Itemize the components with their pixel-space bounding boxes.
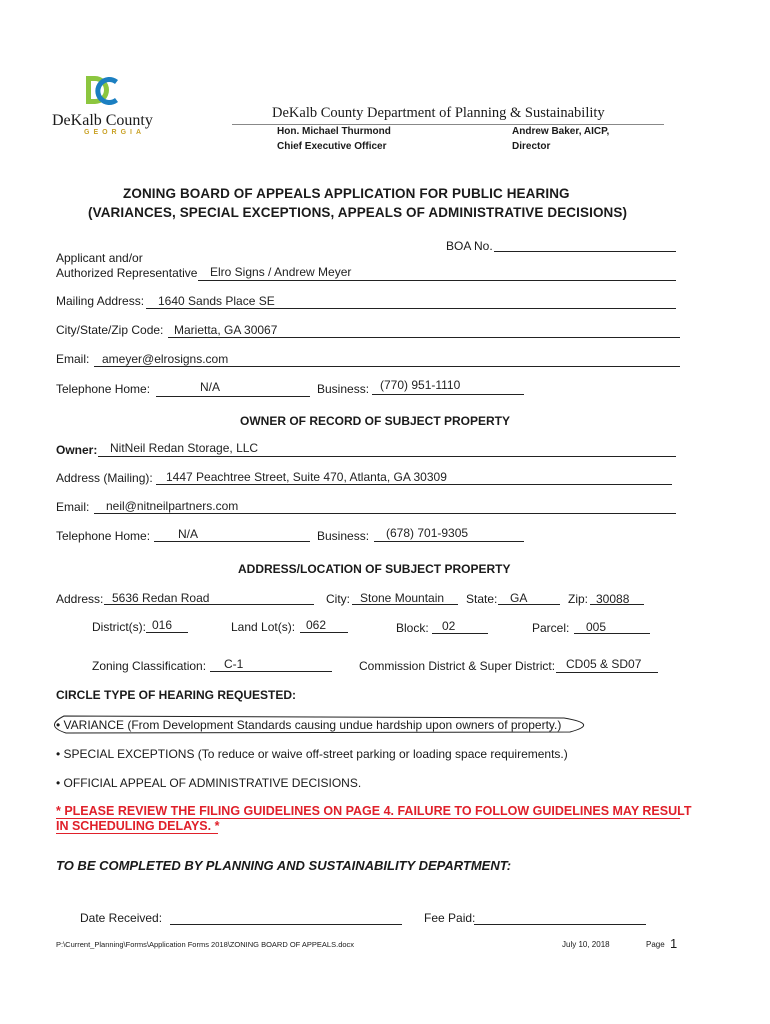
district-value: 016 bbox=[152, 618, 173, 632]
filing-notice-line2: IN SCHEDULING DELAYS. * bbox=[56, 819, 220, 833]
zoning-value: C-1 bbox=[224, 657, 244, 671]
filing-notice-line1: * PLEASE REVIEW THE FILING GUIDELINES ON PAGE 4. FAILURE TO FOLLOW GUIDELINES MAY RESULT bbox=[56, 804, 692, 818]
hearing-option-variance[interactable]: • VARIANCE (From Development Standards causing undue hardship upon owners of property.) bbox=[56, 718, 562, 732]
owner-field[interactable] bbox=[98, 456, 676, 457]
property-city-value: Stone Mountain bbox=[360, 591, 445, 605]
applicant-business-field[interactable] bbox=[372, 394, 524, 395]
owner-section-title: OWNER OF RECORD OF SUBJECT PROPERTY bbox=[240, 414, 511, 428]
landlot-value: 062 bbox=[306, 618, 327, 632]
owner-business-value: (678) 701-9305 bbox=[386, 526, 469, 540]
form-title-line1: ZONING BOARD OF APPEALS APPLICATION FOR PUBLIC HEARING bbox=[123, 186, 570, 201]
owner-business-field[interactable] bbox=[374, 541, 524, 542]
owner-address-value: 1447 Peachtree Street, Suite 470, Atlanta, GA 30309 bbox=[166, 470, 447, 484]
property-state-label: State: bbox=[466, 592, 498, 606]
landlot-label: Land Lot(s): bbox=[231, 620, 296, 634]
commission-field[interactable] bbox=[556, 672, 658, 673]
city-state-zip-field[interactable] bbox=[168, 337, 680, 338]
hearing-option-official-appeal[interactable]: • OFFICIAL APPEAL OF ADMINISTRATIVE DECISIONS. bbox=[56, 776, 362, 790]
applicant-label-1: Applicant and/or bbox=[56, 251, 143, 265]
footer-page-label: Page bbox=[646, 940, 665, 949]
property-city-label: City: bbox=[326, 592, 350, 606]
parcel-value: 005 bbox=[586, 620, 607, 634]
block-field[interactable] bbox=[432, 633, 488, 634]
mailing-value: 1640 Sands Place SE bbox=[158, 294, 275, 308]
mailing-label: Mailing Address: bbox=[56, 294, 145, 308]
header-rule bbox=[232, 124, 664, 125]
applicant-business-label: Business: bbox=[317, 382, 370, 396]
official-left-title: Chief Executive Officer bbox=[277, 141, 387, 152]
landlot-field[interactable] bbox=[300, 632, 348, 633]
applicant-email-field[interactable] bbox=[94, 366, 680, 367]
applicant-label-2: Authorized Representative bbox=[56, 266, 198, 280]
owner-label: Owner: bbox=[56, 443, 98, 457]
applicant-email-value: ameyer@elrosigns.com bbox=[102, 352, 229, 366]
owner-value: NitNeil Redan Storage, LLC bbox=[110, 441, 259, 455]
property-address-label: Address: bbox=[56, 592, 104, 606]
county-state: GEORGIA bbox=[84, 129, 146, 136]
property-state-field[interactable] bbox=[498, 604, 560, 605]
property-section-title: ADDRESS/LOCATION OF SUBJECT PROPERTY bbox=[238, 562, 511, 576]
district-label: District(s): bbox=[92, 620, 146, 634]
owner-email-field[interactable] bbox=[94, 513, 676, 514]
owner-address-label: Address (Mailing): bbox=[56, 471, 153, 485]
hearing-option-special-exceptions[interactable]: • SPECIAL EXCEPTIONS (To reduce or waive off-street parking or loading space requirements.) bbox=[56, 747, 568, 761]
official-left-name: Hon. Michael Thurmond bbox=[277, 126, 391, 137]
footer-file-path: P:\Current_Planning\Forms\Application Forms 2018\ZONING BOARD OF APPEALS.docx bbox=[56, 940, 355, 949]
block-label: Block: bbox=[396, 621, 429, 635]
applicant-phone-home-field[interactable] bbox=[156, 396, 310, 397]
parcel-label: Parcel: bbox=[532, 621, 570, 635]
owner-phone-home-field[interactable] bbox=[154, 541, 310, 542]
zoning-field[interactable] bbox=[210, 671, 332, 672]
property-zip-value: 30088 bbox=[596, 592, 630, 606]
official-right-title: Director bbox=[512, 141, 551, 152]
boa-field[interactable] bbox=[494, 251, 676, 252]
footer-date: July 10, 2018 bbox=[562, 940, 610, 949]
city-state-zip-label: City/State/Zip Code: bbox=[56, 323, 164, 337]
owner-phone-home-value: N/A bbox=[178, 527, 199, 541]
owner-email-value: neil@nitneilpartners.com bbox=[106, 499, 239, 513]
applicant-email-label: Email: bbox=[56, 352, 90, 366]
property-zip-label: Zip: bbox=[568, 592, 589, 606]
form-title-line2: (VARIANCES, SPECIAL EXCEPTIONS, APPEALS OF ADMINISTRATIVE DECISIONS) bbox=[88, 205, 628, 220]
date-received-field[interactable] bbox=[170, 924, 402, 925]
block-value: 02 bbox=[442, 619, 456, 633]
property-state-value: GA bbox=[510, 591, 528, 605]
applicant-field[interactable] bbox=[198, 280, 676, 281]
district-field[interactable] bbox=[146, 632, 188, 633]
official-right-name: Andrew Baker, AICP, bbox=[512, 126, 610, 137]
fee-paid-field[interactable] bbox=[474, 924, 646, 925]
applicant-phone-home-label: Telephone Home: bbox=[56, 382, 151, 396]
filing-notice-underline2 bbox=[56, 833, 218, 834]
boa-label: BOA No. bbox=[446, 239, 493, 253]
applicant-business-value: (770) 951-1110 bbox=[380, 378, 461, 392]
property-address-value: 5636 Redan Road bbox=[112, 591, 210, 605]
commission-label: Commission District & Super District: bbox=[359, 659, 556, 673]
county-name: DeKalb County bbox=[52, 112, 153, 129]
applicant-value: Elro Signs / Andrew Meyer bbox=[210, 265, 352, 279]
fee-paid-label: Fee Paid: bbox=[424, 911, 476, 925]
dc-logo-icon bbox=[82, 74, 122, 108]
owner-address-field[interactable] bbox=[156, 484, 672, 485]
hearing-type-title: CIRCLE TYPE OF HEARING REQUESTED: bbox=[56, 688, 297, 702]
footer-page-number: 1 bbox=[670, 936, 678, 951]
city-state-zip-value: Marietta, GA 30067 bbox=[174, 323, 278, 337]
applicant-phone-home-value: N/A bbox=[200, 380, 221, 394]
county-logo bbox=[82, 74, 122, 108]
dept-section-title: TO BE COMPLETED BY PLANNING AND SUSTAINABILITY DEPARTMENT: bbox=[56, 858, 512, 873]
date-received-label: Date Received: bbox=[80, 911, 163, 925]
commission-value: CD05 & SD07 bbox=[566, 657, 642, 671]
owner-email-label: Email: bbox=[56, 500, 90, 514]
owner-business-label: Business: bbox=[317, 529, 370, 543]
zoning-label: Zoning Classification: bbox=[92, 659, 207, 673]
mailing-field[interactable] bbox=[146, 308, 676, 309]
department-name: DeKalb County Department of Planning & Sustainability bbox=[272, 105, 605, 121]
owner-phone-home-label: Telephone Home: bbox=[56, 529, 151, 543]
